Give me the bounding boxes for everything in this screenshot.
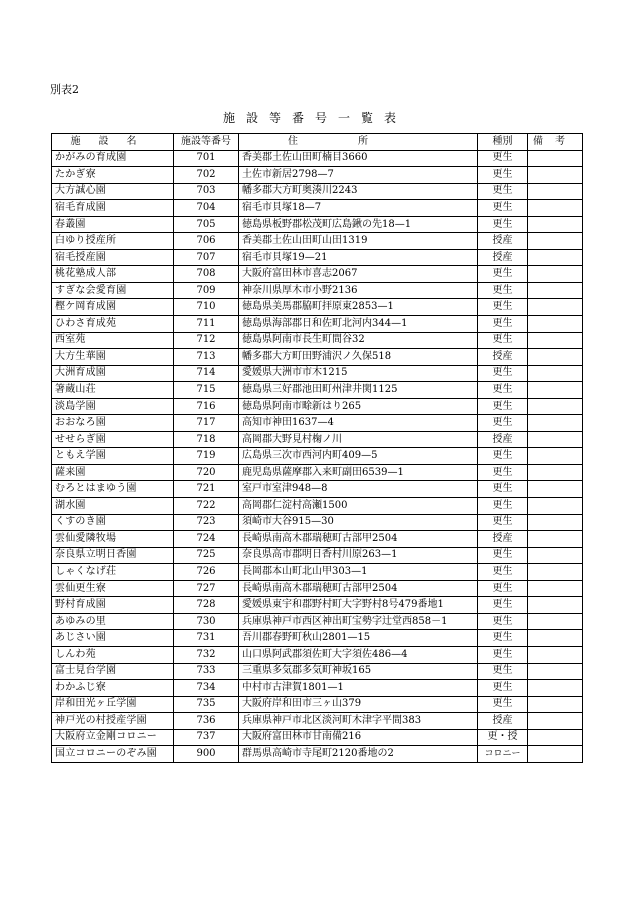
facility-address-cell: 須崎市大谷915—30 — [239, 514, 478, 531]
facility-type-cell: 更生 — [478, 365, 528, 382]
facility-address-cell: 群馬県高崎市寺尾町2120番地の2 — [239, 746, 478, 763]
facility-number-cell: 720 — [174, 464, 239, 481]
facility-type-cell: 更生 — [478, 630, 528, 647]
facility-number-cell: 707 — [174, 249, 239, 266]
facility-address-cell: 香美郡土佐山田町山田1319 — [239, 233, 478, 250]
facility-address-cell: 中村市古津賀1801—1 — [239, 680, 478, 697]
facility-name-cell: かがみの育成園 — [52, 150, 174, 167]
column-header-address: 住所 — [239, 134, 478, 151]
facility-type-cell: 授産 — [478, 431, 528, 448]
facility-note-cell — [528, 746, 583, 763]
facility-type-cell: 更生 — [478, 316, 528, 333]
facility-name-cell: せせらぎ園 — [52, 431, 174, 448]
table-row — [52, 398, 583, 415]
facility-number-cell: 721 — [174, 481, 239, 498]
facility-address-cell: 神奈川県厚木市小野2136 — [239, 282, 478, 299]
facility-note-cell — [528, 249, 583, 266]
facility-number-cell: 705 — [174, 216, 239, 233]
table-row — [52, 713, 583, 730]
facility-note-cell — [528, 729, 583, 746]
facility-type-cell: 授産 — [478, 233, 528, 250]
facility-type-cell: 更生 — [478, 398, 528, 415]
facility-name-cell: 国立コロニーのぞみ園 — [52, 746, 174, 763]
column-header-note: 備考 — [528, 134, 583, 151]
facility-type-cell: 更生 — [478, 564, 528, 581]
table-row — [52, 746, 583, 763]
table-row — [52, 680, 583, 697]
facility-address-cell: 幡多郡大方町奥湊川2243 — [239, 183, 478, 200]
table-row — [52, 365, 583, 382]
facility-address-cell: 広島県三次市西河内町409—5 — [239, 448, 478, 465]
facility-note-cell — [528, 531, 583, 548]
facility-number-cell: 733 — [174, 663, 239, 680]
facility-address-cell: 三重県多気郡多気町神坂165 — [239, 663, 478, 680]
facility-number-cell: 714 — [174, 365, 239, 382]
table-row — [52, 349, 583, 366]
facility-name-cell: くすのき園 — [52, 514, 174, 531]
facility-type-cell: 授産 — [478, 249, 528, 266]
facility-number-cell: 900 — [174, 746, 239, 763]
facility-type-cell: 更生 — [478, 448, 528, 465]
table-body — [52, 150, 583, 762]
facility-number-cell: 709 — [174, 282, 239, 299]
facility-type-cell: 授産 — [478, 349, 528, 366]
facility-type-cell: 更生 — [478, 183, 528, 200]
facility-type-cell: 更生 — [478, 464, 528, 481]
facility-address-cell: 長崎県南高木郡瑞穂町古部甲2504 — [239, 531, 478, 548]
facility-name-cell: 富士見台学園 — [52, 663, 174, 680]
facility-note-cell — [528, 713, 583, 730]
facility-name-cell: 大方誠心園 — [52, 183, 174, 200]
facility-name-cell: 西室苑 — [52, 332, 174, 349]
facility-note-cell — [528, 564, 583, 581]
facility-address-cell: 徳島県美馬郡脇町拝原東2853—1 — [239, 299, 478, 316]
facility-note-cell — [528, 481, 583, 498]
facility-number-cell: 728 — [174, 597, 239, 614]
facility-type-cell: 更生 — [478, 481, 528, 498]
table-row — [52, 663, 583, 680]
column-header-type: 種別 — [478, 134, 528, 151]
table-row — [52, 580, 583, 597]
facility-name-cell: しゃくなげ荘 — [52, 564, 174, 581]
facility-address-cell: 兵庫県神戸市北区淡河町木津字平間383 — [239, 713, 478, 730]
facility-type-cell: コロニー — [478, 746, 528, 763]
facility-name-cell: しんわ苑 — [52, 646, 174, 663]
facility-address-cell: 吾川郡春野町秋山2801—15 — [239, 630, 478, 647]
facility-type-cell: 更生 — [478, 382, 528, 399]
table-row — [52, 630, 583, 647]
facility-type-cell: 更生 — [478, 299, 528, 316]
table-row — [52, 481, 583, 498]
facility-type-cell: 更生 — [478, 167, 528, 184]
facility-number-cell: 703 — [174, 183, 239, 200]
facility-type-cell: 更生 — [478, 680, 528, 697]
table-row — [52, 729, 583, 746]
facility-number-cell: 718 — [174, 431, 239, 448]
facility-name-cell: 宿毛育成園 — [52, 200, 174, 217]
facility-address-cell: 長岡郡本山町北山甲303—1 — [239, 564, 478, 581]
table-row — [52, 531, 583, 548]
facility-number-cell: 737 — [174, 729, 239, 746]
facility-note-cell — [528, 150, 583, 167]
table-row — [52, 448, 583, 465]
facility-address-cell: 宿毛市貝塚19—21 — [239, 249, 478, 266]
facility-number-cell: 712 — [174, 332, 239, 349]
table-row — [52, 498, 583, 515]
facility-type-cell: 更生 — [478, 696, 528, 713]
facility-number-cell: 701 — [174, 150, 239, 167]
facility-note-cell — [528, 613, 583, 630]
facility-name-cell: 湖水園 — [52, 498, 174, 515]
facility-number-cell: 730 — [174, 613, 239, 630]
facility-note-cell — [528, 498, 583, 515]
facility-address-cell: 長崎県南高木郡瑞穂町古部甲2504 — [239, 580, 478, 597]
table-row — [52, 266, 583, 283]
facility-address-cell: 兵庫県神戸市西区神出町宝勢字辻堂西858－1 — [239, 613, 478, 630]
facility-number-cell: 731 — [174, 630, 239, 647]
facility-number-cell: 717 — [174, 415, 239, 432]
facility-note-cell — [528, 299, 583, 316]
facility-type-cell: 更生 — [478, 613, 528, 630]
facility-address-cell: 徳島県三好郡池田町州津井関1125 — [239, 382, 478, 399]
facility-type-cell: 更生 — [478, 514, 528, 531]
facility-number-cell: 734 — [174, 680, 239, 697]
facility-number-cell: 735 — [174, 696, 239, 713]
table-row — [52, 167, 583, 184]
facility-note-cell — [528, 266, 583, 283]
facility-note-cell — [528, 597, 583, 614]
facility-type-cell: 更生 — [478, 415, 528, 432]
facility-name-cell: 神戸光の村授産学園 — [52, 713, 174, 730]
facility-note-cell — [528, 680, 583, 697]
table-row — [52, 200, 583, 217]
facility-name-cell: 奈良県立明日香園 — [52, 547, 174, 564]
facility-note-cell — [528, 415, 583, 432]
facility-type-cell: 更生 — [478, 646, 528, 663]
facility-note-cell — [528, 365, 583, 382]
facility-note-cell — [528, 282, 583, 299]
facility-note-cell — [528, 464, 583, 481]
facility-note-cell — [528, 200, 583, 217]
table-header-row — [52, 134, 583, 151]
facility-address-cell: 高岡郡仁淀村高瀬1500 — [239, 498, 478, 515]
facility-number-cell: 725 — [174, 547, 239, 564]
facility-note-cell — [528, 630, 583, 647]
facility-type-cell: 授産 — [478, 713, 528, 730]
facility-note-cell — [528, 398, 583, 415]
facility-note-cell — [528, 663, 583, 680]
table-row — [52, 299, 583, 316]
facility-name-cell: 白ゆり授産所 — [52, 233, 174, 250]
facility-number-cell: 711 — [174, 316, 239, 333]
facility-address-cell: 徳島県板野郡松茂町広島鍬の先18—1 — [239, 216, 478, 233]
facility-type-cell: 更生 — [478, 216, 528, 233]
facility-address-cell: 高岡郡大野見村椈ノ川 — [239, 431, 478, 448]
facility-name-cell: 樫ケ岡育成園 — [52, 299, 174, 316]
table-row — [52, 464, 583, 481]
facility-note-cell — [528, 514, 583, 531]
facility-name-cell: 淡島学園 — [52, 398, 174, 415]
facility-number-cell: 726 — [174, 564, 239, 581]
table-row — [52, 150, 583, 167]
facility-name-cell: 大阪府立金剛コロニー — [52, 729, 174, 746]
facility-note-cell — [528, 382, 583, 399]
facility-number-cell: 702 — [174, 167, 239, 184]
table-row — [52, 249, 583, 266]
column-header-number: 施設等番号 — [174, 134, 239, 151]
facility-note-cell — [528, 349, 583, 366]
facility-name-cell: あじさい園 — [52, 630, 174, 647]
facility-name-cell: わかふじ寮 — [52, 680, 174, 697]
facility-number-cell: 706 — [174, 233, 239, 250]
facility-address-cell: 高知市神田1637—4 — [239, 415, 478, 432]
facility-number-cell: 736 — [174, 713, 239, 730]
facility-type-cell: 更生 — [478, 663, 528, 680]
facility-address-cell: 徳島県阿南市長生町間谷32 — [239, 332, 478, 349]
table-row — [52, 514, 583, 531]
table-row — [52, 233, 583, 250]
facility-type-cell: 更生 — [478, 597, 528, 614]
page-label: 別表2 — [50, 83, 79, 96]
facility-type-cell: 更生 — [478, 282, 528, 299]
facility-address-cell: 香美郡土佐山田町楠目3660 — [239, 150, 478, 167]
facility-note-cell — [528, 580, 583, 597]
facility-type-cell: 更生 — [478, 200, 528, 217]
facility-note-cell — [528, 316, 583, 333]
facility-note-cell — [528, 183, 583, 200]
facility-type-cell: 更・授 — [478, 729, 528, 746]
facility-type-cell: 更生 — [478, 580, 528, 597]
page-title: 施設等番号一覧表 — [222, 111, 407, 125]
table-row — [52, 316, 583, 333]
facility-number-cell: 723 — [174, 514, 239, 531]
table-row — [52, 431, 583, 448]
facility-note-cell — [528, 448, 583, 465]
facility-address-cell: 愛媛県東宇和郡野村町大字野村8号479番地1 — [239, 597, 478, 614]
table-row — [52, 646, 583, 663]
facility-address-cell: 奈良県高市郡明日香村川原263—1 — [239, 547, 478, 564]
table-row — [52, 382, 583, 399]
facility-number-cell: 704 — [174, 200, 239, 217]
facility-number-cell: 713 — [174, 349, 239, 366]
facility-name-cell: 野村育成園 — [52, 597, 174, 614]
table-row — [52, 613, 583, 630]
facility-number-cell: 716 — [174, 398, 239, 415]
facility-name-cell: 雲仙更生寮 — [52, 580, 174, 597]
facility-address-cell: 幡多郡大方町田野浦沢ノ久保518 — [239, 349, 478, 366]
facility-address-cell: 鹿児島県薩摩郡入来町副田6539—1 — [239, 464, 478, 481]
facility-address-cell: 大阪府富田林市喜志2067 — [239, 266, 478, 283]
facility-address-cell: 土佐市新居2798—7 — [239, 167, 478, 184]
facility-note-cell — [528, 431, 583, 448]
facility-number-cell: 719 — [174, 448, 239, 465]
facility-type-cell: 更生 — [478, 266, 528, 283]
facility-address-cell: 大阪府富田林市甘南備216 — [239, 729, 478, 746]
facility-note-cell — [528, 233, 583, 250]
facility-type-cell: 更生 — [478, 150, 528, 167]
facility-name-cell: たかぎ寮 — [52, 167, 174, 184]
facility-name-cell: 雲仙愛隣牧場 — [52, 531, 174, 548]
facility-address-cell: 徳島県海部郡日和佐町北河内344—1 — [239, 316, 478, 333]
facility-name-cell: 箸蔵山荘 — [52, 382, 174, 399]
facility-note-cell — [528, 332, 583, 349]
table-row — [52, 564, 583, 581]
facility-number-cell: 710 — [174, 299, 239, 316]
facility-address-cell: 室戸市室津948—8 — [239, 481, 478, 498]
facility-note-cell — [528, 696, 583, 713]
facility-address-cell: 徳島県阿南市畭新はり265 — [239, 398, 478, 415]
facility-number-cell: 708 — [174, 266, 239, 283]
facility-address-cell: 宿毛市貝塚18—7 — [239, 200, 478, 217]
facility-type-cell: 授産 — [478, 531, 528, 548]
facility-name-cell: 大方生華園 — [52, 349, 174, 366]
facility-type-cell: 更生 — [478, 547, 528, 564]
facility-name-cell: ともえ学園 — [52, 448, 174, 465]
facility-name-cell: むろとはまゆう園 — [52, 481, 174, 498]
facility-address-cell: 愛媛県大洲市市木1215 — [239, 365, 478, 382]
facility-note-cell — [528, 547, 583, 564]
table-row — [52, 696, 583, 713]
facility-name-cell: ひわさ育成苑 — [52, 316, 174, 333]
facility-type-cell: 更生 — [478, 332, 528, 349]
facility-name-cell: 宿毛授産園 — [52, 249, 174, 266]
facility-note-cell — [528, 216, 583, 233]
table-row — [52, 216, 583, 233]
facility-name-cell: おおなろ園 — [52, 415, 174, 432]
table-row — [52, 415, 583, 432]
facility-number-cell: 732 — [174, 646, 239, 663]
facility-name-cell: 桃花塾成人部 — [52, 266, 174, 283]
facility-address-cell: 山口県阿武郡須佐町大字須佐486—4 — [239, 646, 478, 663]
facility-type-cell: 更生 — [478, 498, 528, 515]
facility-number-cell: 724 — [174, 531, 239, 548]
facility-name-cell: 春叢園 — [52, 216, 174, 233]
table-row — [52, 332, 583, 349]
facility-name-cell: 大洲育成園 — [52, 365, 174, 382]
facility-number-cell: 722 — [174, 498, 239, 515]
facility-address-cell: 大阪府岸和田市三ヶ山379 — [239, 696, 478, 713]
facility-name-cell: 薩来園 — [52, 464, 174, 481]
table-row — [52, 282, 583, 299]
table-row — [52, 547, 583, 564]
facility-note-cell — [528, 167, 583, 184]
facility-name-cell: すぎな会愛育園 — [52, 282, 174, 299]
facility-number-cell: 715 — [174, 382, 239, 399]
facility-name-cell: あゆみの里 — [52, 613, 174, 630]
column-header-name: 施設名 — [52, 134, 174, 151]
facility-name-cell: 岸和田光ヶ丘学園 — [52, 696, 174, 713]
facility-number-table — [51, 133, 583, 763]
table-row — [52, 183, 583, 200]
table-row — [52, 597, 583, 614]
facility-note-cell — [528, 646, 583, 663]
facility-number-cell: 727 — [174, 580, 239, 597]
